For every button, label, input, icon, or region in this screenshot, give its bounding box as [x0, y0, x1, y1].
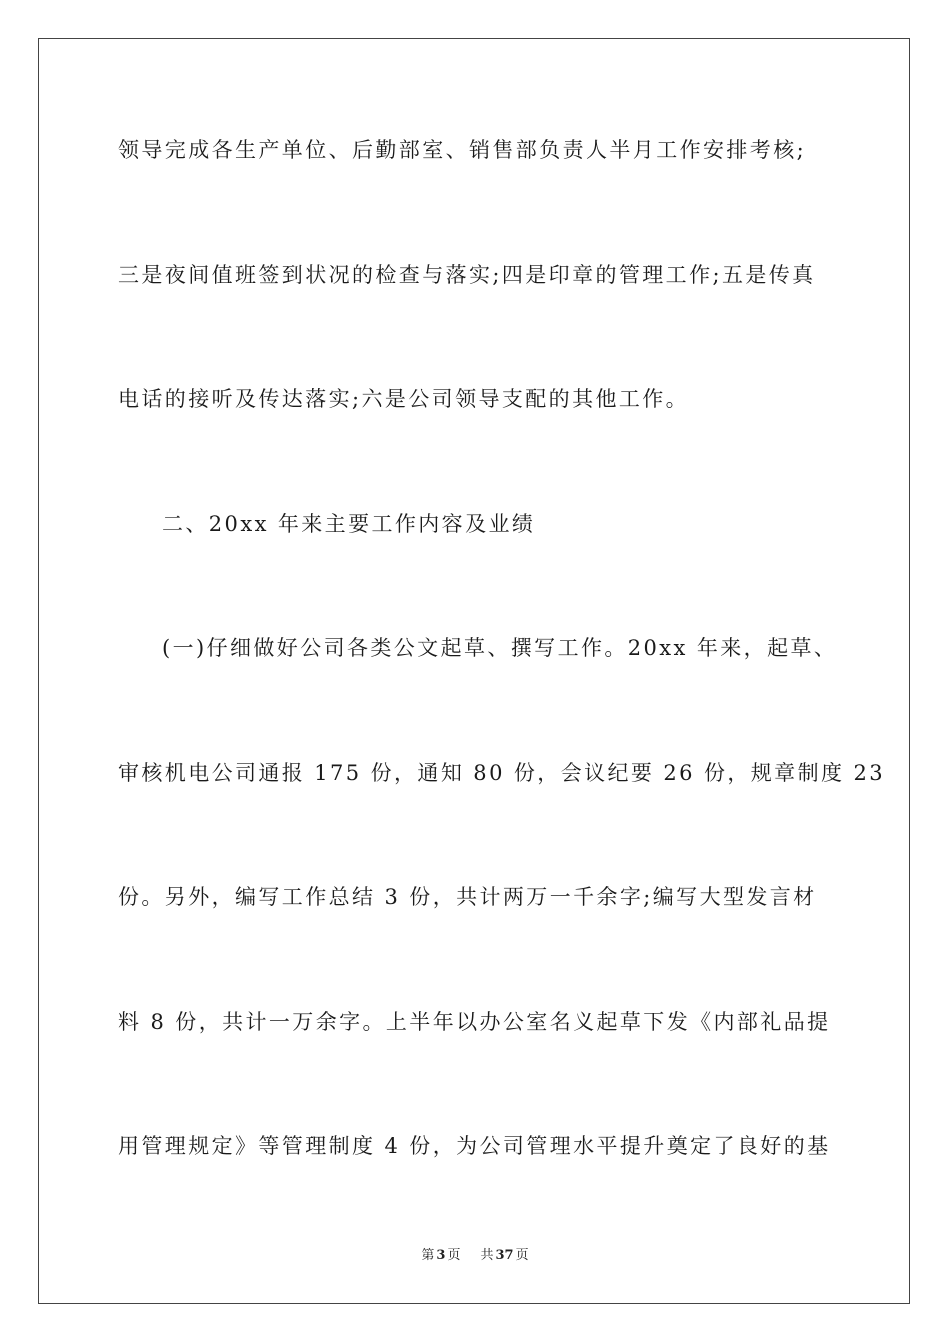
footer-total-pages: 37 [495, 1248, 514, 1263]
footer-total-suffix: 页 [515, 1248, 529, 1263]
body-line-3: 电话的接听及传达落实;六是公司领导支配的其他工作。 [118, 387, 690, 411]
page-border [38, 38, 910, 1304]
page-footer [0, 1247, 950, 1265]
section-heading: 二、20xx 年来主要工作内容及业绩 [162, 512, 536, 536]
body-line-7: 份。另外，编写工作总结 3 份，共计两万一千余字;编写大型发言材 [118, 885, 817, 909]
footer-page-suffix: 页 [447, 1248, 461, 1263]
body-line-9: 用管理规定》等管理制度 4 份，为公司管理水平提升奠定了良好的基 [118, 1134, 831, 1158]
body-line-5: (一)仔细做好公司各类公文起草、撰写工作。20xx 年来，起草、 [162, 636, 838, 660]
footer-page-number: 3 [436, 1248, 446, 1263]
body-line-1: 领导完成各生产单位、后勤部室、销售部负责人半月工作安排考核; [118, 138, 807, 162]
body-line-8: 料 8 份，共计一万余字。上半年以办公室名义起草下发《内部礼品提 [118, 1010, 831, 1034]
footer-page-prefix: 第 [421, 1248, 435, 1263]
footer-total-prefix: 共 [480, 1248, 494, 1263]
body-line-2: 三是夜间值班签到状况的检查与落实;四是印章的管理工作;五是传真 [118, 263, 816, 287]
body-line-6: 审核机电公司通报 175 份，通知 80 份，会议纪要 26 份，规章制度 23 [118, 761, 885, 785]
